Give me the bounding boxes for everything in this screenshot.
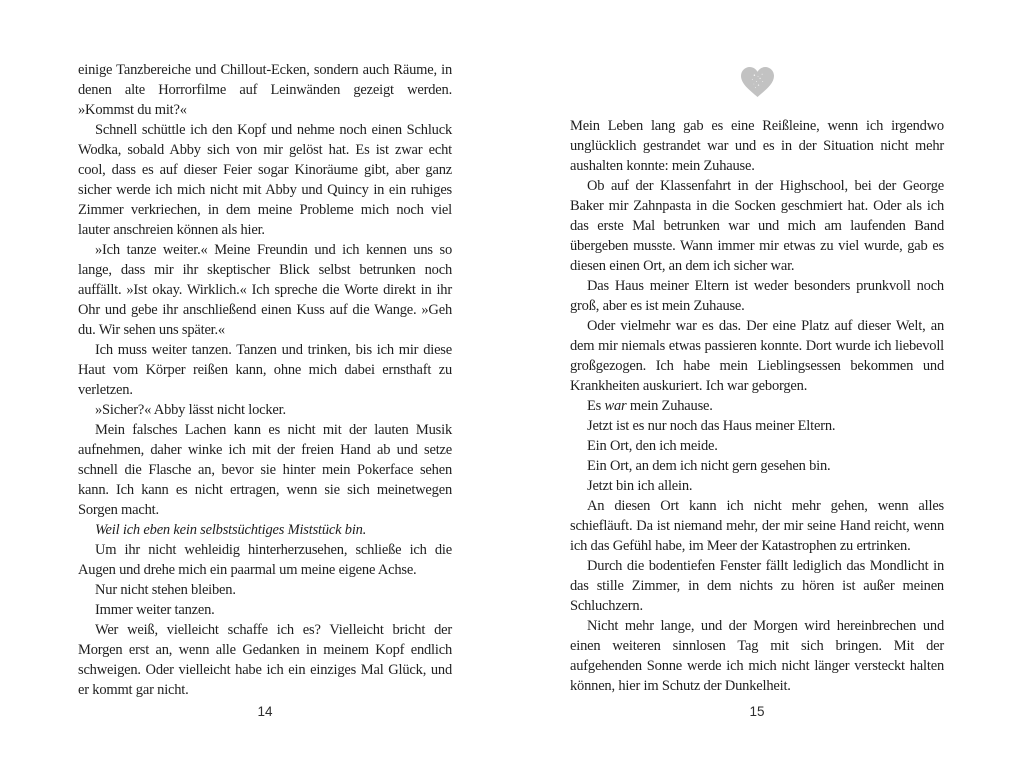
- text-segment: Jetzt bin ich allein.: [587, 478, 693, 494]
- paragraph: [78, 240, 452, 340]
- paragraph: [570, 476, 944, 496]
- paragraph: [570, 396, 944, 416]
- text-segment: Ich muss weiter tanzen. Tanzen und trinken, bis ich mir diese Haut vom Körper reißen kann, ohne mich dabei ernsthaft zu verletzen.: [78, 342, 452, 398]
- paragraph: [78, 340, 452, 400]
- page-right-text: [570, 116, 944, 696]
- paragraph: [570, 116, 944, 176]
- text-segment: Jetzt ist es nur noch das Haus meiner Eltern.: [587, 418, 836, 434]
- paragraph: [78, 60, 452, 120]
- text-segment: Ein Ort, an dem ich nicht gern gesehen bin.: [587, 458, 831, 474]
- text-segment: Immer weiter tanzen.: [95, 602, 215, 618]
- text-segment: Es: [587, 398, 605, 414]
- text-segment: Um ihr nicht wehleidig hinterherzusehen, schließe ich die Augen und drehe mich ein paarmal um meine eigene Achse.: [78, 542, 452, 578]
- text-segment: mein Zuhause.: [626, 398, 713, 414]
- paragraph: [78, 120, 452, 240]
- text-segment: einige Tanzbereiche und Chillout-Ecken, sondern auch Räume, in denen alte Horrorfilme auf Leinwänden gezeigt werden. »Kommst du mit?«: [78, 62, 452, 118]
- paragraph: [78, 420, 452, 520]
- text-segment: An diesen Ort kann ich nicht mehr gehen, wenn alles schiefläuft. Da ist niemand mehr, der mir seine Hand reicht, wenn ich das Gefühl habe, im Meer der Katastrophen zu ertrinken.: [570, 498, 944, 554]
- text-segment: Ob auf der Klassenfahrt in der Highschool, bei der George Baker mir Zahnpasta in die Socken geschmiert hat. Oder als ich das erste Mal betrunken war und mich am laufenden Band übergeben musste. Wann immer mir etwas zu viel wurde, gab es diesen einen Ort, an dem ich sicher war.: [570, 178, 944, 274]
- paragraph: [78, 400, 452, 420]
- paragraph: [78, 600, 452, 620]
- heart-icon: [570, 67, 944, 101]
- text-segment: Schnell schüttle ich den Kopf und nehme noch einen Schluck Wodka, sobald Abby sich von mir gelöst hat. Es ist zwar echt cool, dass es auf dieser Feier sogar Kinoräume gibt, aber ganz sicher werde ich mich nicht mit Abby und Quincy in ein ruhiges Zimmer verkriechen, in dem meine Probleme mich noch viel lauter anschreien können als hier.: [78, 122, 452, 238]
- text-segment: Das Haus meiner Eltern ist weder besonders prunkvoll noch groß, aber es ist mein Zuhause.: [570, 278, 944, 314]
- text-segment: war: [604, 398, 627, 414]
- text-segment: Mein Leben lang gab es eine Reißleine, wenn ich irgendwo unglücklich gestrandet war und es in der Situation nicht mehr aushalten konnte: mein Zuhause.: [570, 118, 944, 174]
- paragraph: [570, 436, 944, 456]
- paragraph: [570, 556, 944, 616]
- text-segment: Oder vielmehr war es das. Der eine Platz auf dieser Welt, an dem mir niemals etwas passieren konnte. Dort wurde ich liebevoll großgezogen. Ich habe mein Lieblingsessen bekommen und Krankheiten auskuriert. Ich war geborgen.: [570, 318, 944, 394]
- text-segment: »Ich tanze weiter.« Meine Freundin und ich kennen uns so lange, dass mir ihr skeptischer Blick selbst betrunken noch auffällt. »Ist okay. Wirklich.« Ich spreche die Worte direkt in ihr Ohr und gebe ihr anschließend einen Kuss auf die Wange. »Geh du. Wir sehen uns später.«: [78, 242, 452, 338]
- text-segment: »Sicher?« Abby lässt nicht locker.: [95, 402, 286, 418]
- page-number-left: 14: [257, 704, 273, 719]
- paragraph: [570, 276, 944, 316]
- paragraph: [570, 416, 944, 436]
- text-segment: Nicht mehr lange, und der Morgen wird hereinbrechen und einen weiteren sinnlosen Tag mit sich bringen. Mit der aufgehenden Sonne werde ich mich nicht länger versteckt halten können, hier im Schutz der Dunkelheit.: [570, 618, 944, 694]
- text-segment: Durch die bodentiefen Fenster fällt lediglich das Mondlicht in das stille Zimmer, in dem nichts zu hören ist außer meinen Schluchzern.: [570, 558, 944, 614]
- page-left-text: [78, 60, 452, 700]
- paragraph: [78, 540, 452, 580]
- page-number-right: 15: [749, 704, 765, 719]
- text-segment: Weil ich eben kein selbstsüchtiges Miststück bin.: [95, 522, 367, 538]
- text-segment: Mein falsches Lachen kann es nicht mit der lauten Musik aufnehmen, daher winke ich mit der freien Hand ab und setze schnell die Flasche an, bevor sie hinter mein Pokerface sehen kann. Ich kann es nicht ertragen, wenn sie sich meinetwegen Sorgen macht.: [78, 422, 452, 518]
- text-segment: Nur nicht stehen bleiben.: [95, 582, 236, 598]
- paragraph: [570, 456, 944, 476]
- paragraph: [78, 620, 452, 700]
- paragraph: [570, 616, 944, 696]
- paragraph: [570, 316, 944, 396]
- paragraph: [570, 176, 944, 276]
- paragraph: [570, 496, 944, 556]
- paragraph: [78, 580, 452, 600]
- text-segment: Ein Ort, den ich meide.: [587, 438, 718, 454]
- text-segment: Wer weiß, vielleicht schaffe ich es? Vielleicht bricht der Morgen erst an, wenn alle Gedanken in meinem Kopf endlich schweigen. Oder vielleicht habe ich ein einziges Mal Glück, und er kommt gar nicht.: [78, 622, 452, 698]
- paragraph: [78, 520, 452, 540]
